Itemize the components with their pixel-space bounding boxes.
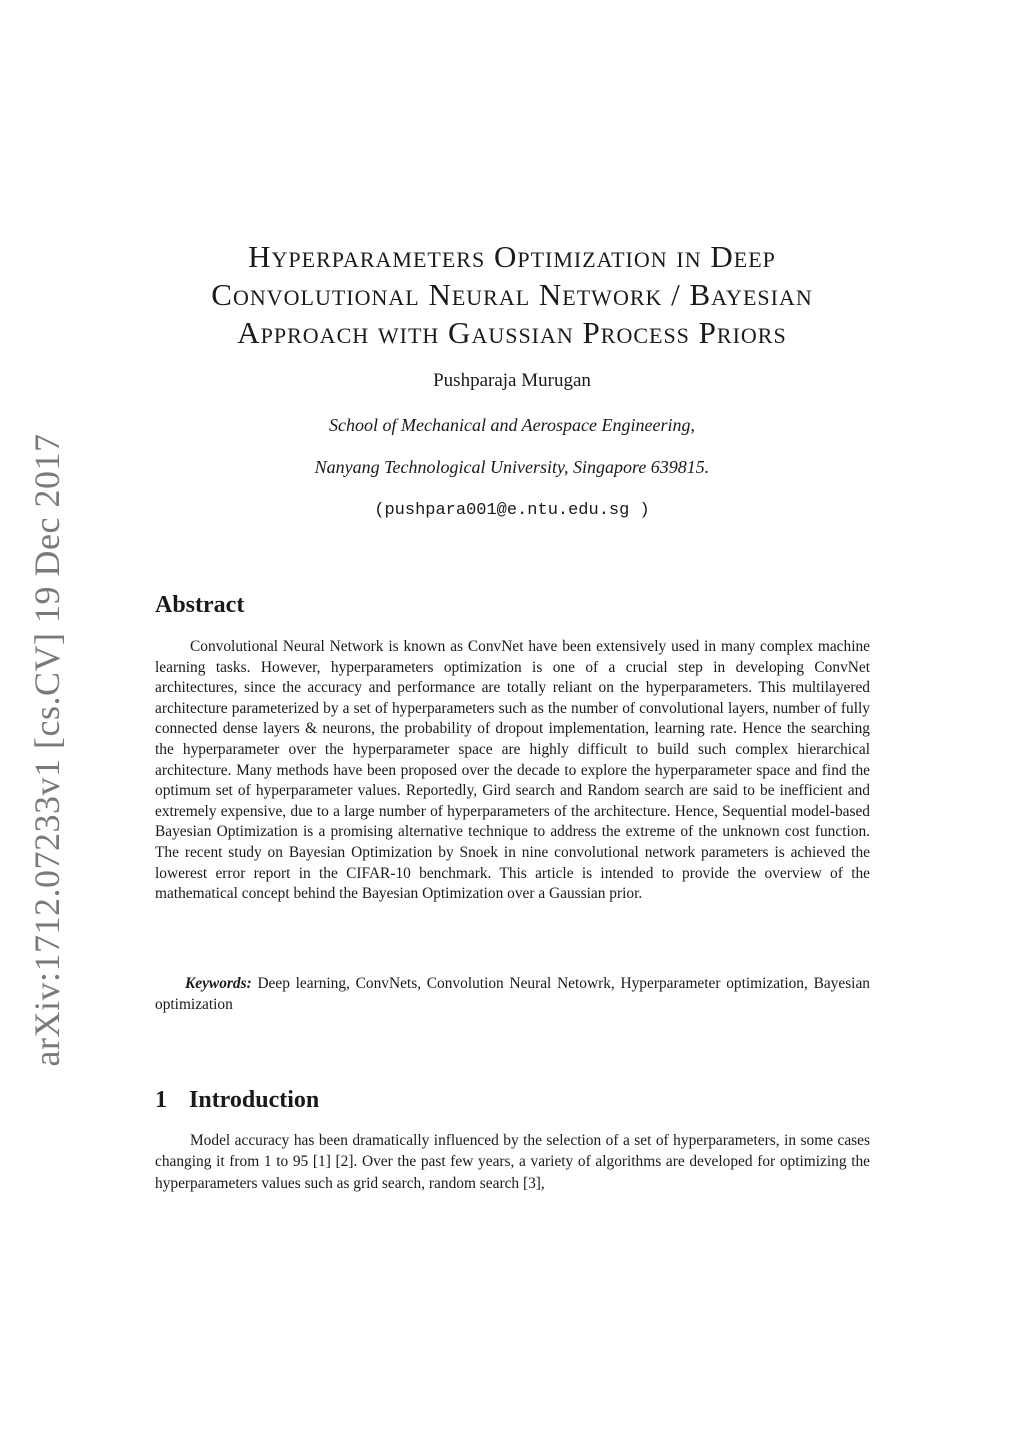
author-name: Pushparaja Murugan: [433, 370, 591, 391]
title-line: Approach with Gaussian Process Priors: [237, 315, 787, 350]
abstract-text: Convolutional Neural Network is known as ConvNet have been extensively used in many complex machine learning tasks. However, hyperparameters optimization is one of a crucial step in developing ConvNet architectures, since the accuracy and performance are totally reliant on the hyperparameters. This multilayered architecture parameterized by a set of hyperparameters such as the number of convolutional layers, number of fully connected dense layers & neurons, the probability of dropout implementation, learning rate. Hence the searching the hyperparameter over the hyperparameter space are highly difficult to build such complex hierarchical architecture. Many methods have been proposed over the decade to explore the hyperparameter space and find the optimum set of hyperparameter values. Reportedly, Gird search and Random search are said to be inefficient and extremely expensive, due to a large number of hyperparameters of the architecture. Hence, Sequential model-based Bayesian Optimization is a promising alternative technique to address the extreme of the unknown cost function. The recent study on Bayesian Optimization by Snoek in nine convolutional network parameters is achieved the lowerest error report in the CIFAR-10 benchmark. This article is intended to provide the overview of the mathematical concept behind the Bayesian Optimization over a Gaussian prior.: [155, 638, 870, 903]
keywords-paragraph: [155, 974, 870, 1015]
paper-title: [140, 238, 884, 352]
affiliation-line: School of Mechanical and Aerospace Engineering,: [329, 415, 695, 435]
arxiv-identifier-stamp: arXiv:1712.07233v1 [cs.CV] 19 Dec 2017: [27, 433, 67, 1067]
author-email: (pushpara001@e.ntu.edu.sg ): [374, 501, 650, 520]
section-title: Introduction: [189, 1087, 320, 1113]
title-line: Convolutional Neural Network / Bayesian: [211, 277, 813, 312]
section-number: 1: [155, 1087, 167, 1113]
introduction-heading: [155, 1087, 319, 1114]
abstract-heading: Abstract: [155, 592, 245, 618]
introduction-text: Model accuracy has been dramatically influenced by the selection of a set of hyperparameters, in some cases changing it from 1 to 95 [1] [2]. Over the past few years, a variety of algorithms are developed for optimizing the hyperparameters values such as grid search, random search [3],: [155, 1132, 870, 1192]
title-line: Hyperparameters Optimization in Deep: [248, 239, 776, 274]
affiliation-line: Nanyang Technological University, Singapore 639815.: [314, 457, 710, 477]
keywords-label: Keywords:: [185, 975, 252, 992]
keywords-text: Deep learning, ConvNets, Convolution Neural Netowrk, Hyperparameter optimization, Bayesian optimization: [155, 975, 870, 1013]
